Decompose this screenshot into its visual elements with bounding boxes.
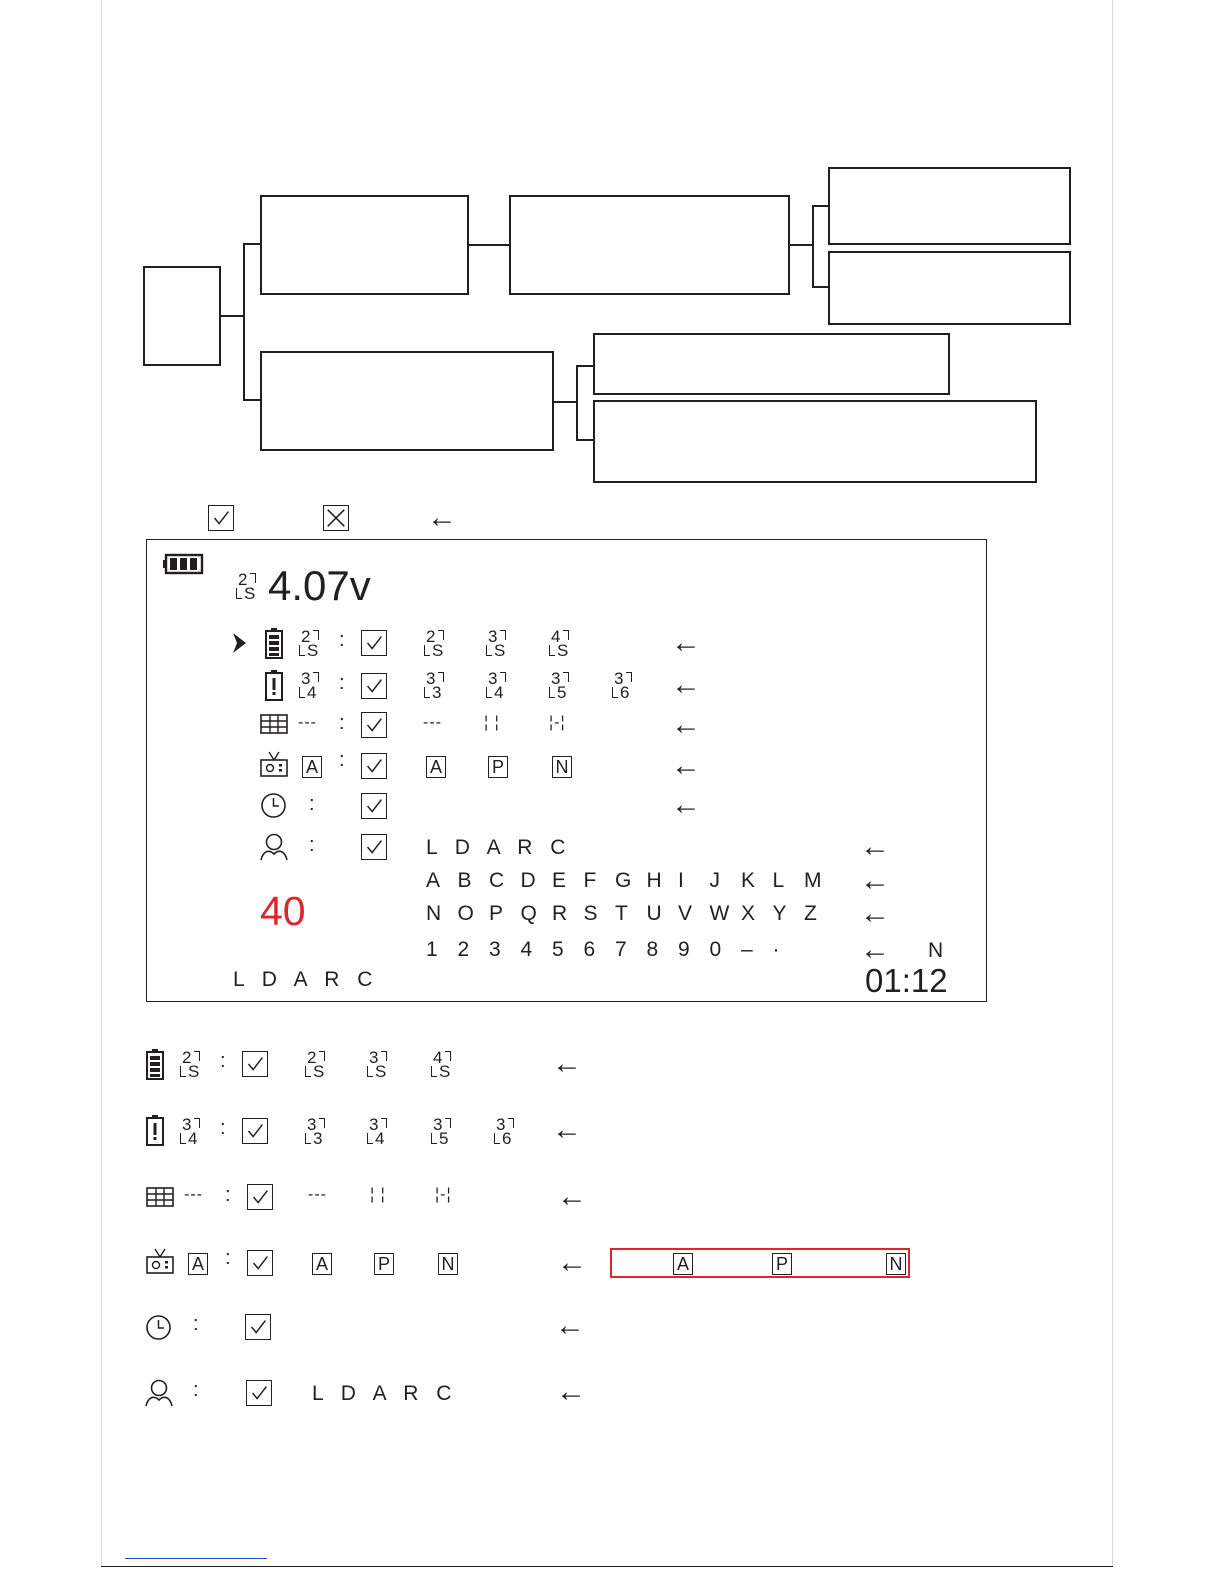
back-arrow-icon[interactable]: ← bbox=[671, 708, 701, 741]
radio-option: A bbox=[312, 1253, 332, 1275]
row-check-icon bbox=[247, 1250, 273, 1276]
cell-option-3s[interactable]: 3 S bbox=[488, 627, 506, 660]
alarm-voltage-stack: 3 4 bbox=[180, 1116, 206, 1146]
keyboard-key[interactable]: R bbox=[552, 902, 568, 925]
name-value: L D A R C bbox=[312, 1382, 458, 1405]
radio-highlight-option: A bbox=[673, 1253, 693, 1275]
grid-option[interactable]: ¦-¦ bbox=[549, 714, 566, 731]
cell-option-2s: 2 S bbox=[307, 1048, 325, 1081]
keyboard-key[interactable]: 6 bbox=[583, 938, 596, 961]
tree-root-box bbox=[143, 266, 221, 366]
back-arrow-icon: ← bbox=[555, 1309, 585, 1342]
row-colon: : bbox=[309, 834, 315, 856]
tree-connector bbox=[243, 243, 261, 245]
radio-value: A bbox=[188, 1253, 208, 1275]
row-colon: : bbox=[193, 1379, 199, 1401]
user-icon bbox=[259, 832, 289, 867]
row-check-icon[interactable] bbox=[361, 630, 387, 656]
battery-alarm-icon bbox=[145, 1114, 165, 1151]
radio-value: A bbox=[302, 756, 322, 778]
tree-connector bbox=[576, 439, 594, 441]
row-colon: : bbox=[193, 1313, 199, 1335]
callsign-text: L D A R C bbox=[233, 968, 379, 991]
alarm-option-3-6[interactable]: 3 6 bbox=[612, 670, 638, 700]
cell-option-4s[interactable]: 4 S bbox=[551, 627, 569, 660]
row-colon: : bbox=[309, 793, 315, 815]
tree-leaf-box bbox=[828, 167, 1071, 245]
radio-highlight-option: P bbox=[772, 1253, 792, 1275]
footer-link-underline[interactable] bbox=[125, 1558, 267, 1559]
legend-cross-icon bbox=[323, 505, 349, 531]
keyboard-key[interactable]: 2 bbox=[457, 938, 470, 961]
row-check-icon bbox=[247, 1184, 273, 1210]
tree-connector bbox=[812, 205, 814, 288]
cell-option-4s: 4 S bbox=[433, 1048, 451, 1081]
tree-leaf-box bbox=[828, 251, 1071, 325]
keyboard-key[interactable]: Y bbox=[772, 902, 787, 925]
keyboard-key[interactable]: F bbox=[583, 869, 597, 892]
keyboard-key[interactable]: 8 bbox=[646, 938, 659, 961]
battery-full-icon bbox=[264, 627, 284, 664]
radio-highlight-box bbox=[610, 1248, 910, 1278]
voltage-cell-stack: 2 S bbox=[238, 570, 256, 603]
keyboard-key[interactable]: A bbox=[426, 869, 441, 892]
keyboard-key[interactable]: I bbox=[678, 869, 684, 892]
keyboard-key[interactable]: W bbox=[709, 902, 730, 925]
keyboard-key[interactable]: Q bbox=[520, 902, 537, 925]
back-arrow-icon: ← bbox=[557, 1180, 587, 1213]
row-check-icon bbox=[245, 1314, 271, 1340]
back-arrow-icon[interactable]: ← bbox=[860, 897, 890, 930]
tree-leaf-box bbox=[593, 400, 1037, 483]
keyboard-key[interactable]: – bbox=[741, 938, 753, 961]
keyboard-key[interactable]: H bbox=[646, 869, 662, 892]
radio-option: P bbox=[374, 1253, 394, 1275]
grid-value: --- bbox=[184, 1186, 203, 1203]
keyboard-key[interactable]: U bbox=[646, 902, 662, 925]
back-arrow-icon[interactable]: ← bbox=[671, 749, 701, 782]
back-arrow-icon[interactable]: ← bbox=[671, 788, 701, 821]
row-colon: : bbox=[220, 1050, 226, 1072]
cell-option-2s[interactable]: 2 S bbox=[426, 627, 444, 660]
radio-tv-icon bbox=[260, 751, 288, 782]
keyboard-key[interactable]: S bbox=[583, 902, 598, 925]
user-icon bbox=[144, 1378, 174, 1413]
row-check-icon[interactable] bbox=[361, 793, 387, 819]
tree-connector bbox=[812, 205, 829, 207]
row-colon: : bbox=[339, 672, 345, 694]
row-check-icon bbox=[246, 1380, 272, 1406]
name-value: L D A R C bbox=[426, 836, 572, 859]
row-colon: : bbox=[339, 629, 345, 651]
back-arrow-icon[interactable]: ← bbox=[860, 864, 890, 897]
radio-option[interactable]: P bbox=[488, 756, 508, 778]
alarm-option-3-3: 3 3 bbox=[305, 1116, 331, 1146]
keyboard-key[interactable]: 4 bbox=[520, 938, 533, 961]
row-check-icon bbox=[242, 1051, 268, 1077]
keyboard-key[interactable]: 5 bbox=[552, 938, 564, 961]
grid-icon bbox=[260, 714, 288, 739]
legend-back-arrow-icon: ← bbox=[427, 501, 457, 534]
keyboard-key[interactable]: V bbox=[678, 902, 693, 925]
row-check-icon[interactable] bbox=[361, 834, 387, 860]
tree-connector bbox=[243, 243, 245, 401]
keyboard-key[interactable]: P bbox=[489, 902, 504, 925]
keyboard-key[interactable]: G bbox=[615, 869, 632, 892]
alarm-option-3-6: 3 6 bbox=[494, 1116, 520, 1146]
voltage-readout: 4.07v bbox=[268, 562, 371, 609]
clock-icon bbox=[145, 1314, 172, 1346]
keyboard-key[interactable]: M bbox=[804, 869, 822, 892]
row-check-icon[interactable] bbox=[361, 753, 387, 779]
tree-branch-box bbox=[509, 195, 790, 295]
battery-icon bbox=[163, 553, 205, 575]
tree-connector bbox=[469, 244, 510, 246]
cell-option-3s: 3 S bbox=[369, 1048, 387, 1081]
row-colon: : bbox=[225, 1247, 231, 1269]
grid-option[interactable]: --- bbox=[423, 714, 442, 731]
keyboard-key[interactable]: 0 bbox=[709, 938, 722, 961]
radio-option[interactable]: A bbox=[426, 756, 446, 778]
keyboard-key[interactable]: 1 bbox=[426, 938, 438, 961]
tree-connector bbox=[576, 365, 578, 441]
tree-connector bbox=[554, 401, 578, 403]
row-check-icon[interactable] bbox=[361, 712, 387, 738]
back-arrow-icon[interactable]: ← bbox=[860, 830, 890, 863]
alarm-option-3-4[interactable]: 3 4 bbox=[486, 670, 512, 700]
legend-check-icon bbox=[208, 505, 234, 531]
cell-count-stack: 2 S bbox=[301, 627, 319, 660]
keyboard-key[interactable]: Z bbox=[804, 902, 817, 925]
tree-connector bbox=[790, 244, 814, 246]
count-readout: 40 bbox=[260, 888, 306, 934]
alarm-option-3-3[interactable]: 3 3 bbox=[424, 670, 450, 700]
grid-option: ¦ ¦ bbox=[370, 1186, 386, 1203]
selection-chevron-icon bbox=[230, 631, 250, 660]
grid-value: --- bbox=[298, 714, 317, 731]
grid-icon bbox=[146, 1187, 174, 1212]
keyboard-key[interactable]: K bbox=[741, 869, 756, 892]
keyboard-row-3[interactable] bbox=[426, 939, 804, 960]
keyboard-key[interactable]: J bbox=[709, 869, 720, 892]
tree-leaf-box bbox=[593, 333, 950, 395]
alarm-voltage-stack: 3 4 bbox=[299, 670, 325, 700]
radio-option: N bbox=[438, 1253, 458, 1275]
page-bottom-rule bbox=[101, 1566, 1113, 1567]
back-arrow-icon[interactable]: ← bbox=[671, 626, 701, 659]
keyboard-key[interactable]: T bbox=[615, 902, 628, 925]
page-margin-left bbox=[101, 0, 102, 1566]
row-colon: : bbox=[225, 1184, 231, 1206]
keyboard-key[interactable]: 7 bbox=[615, 938, 627, 961]
tree-connector bbox=[221, 315, 245, 317]
keyboard-key[interactable]: D bbox=[520, 869, 536, 892]
back-arrow-icon[interactable]: ← bbox=[860, 933, 890, 966]
keyboard-key[interactable]: O bbox=[457, 902, 474, 925]
n-label: N bbox=[928, 939, 944, 962]
back-arrow-icon: ← bbox=[556, 1375, 586, 1408]
row-colon: : bbox=[339, 712, 345, 734]
battery-alarm-icon bbox=[264, 669, 284, 706]
keyboard-key[interactable]: N bbox=[426, 902, 442, 925]
keyboard-key[interactable]: 3 bbox=[489, 938, 501, 961]
keyboard-key[interactable]: L bbox=[772, 869, 785, 892]
alarm-option-3-5[interactable]: 3 5 bbox=[549, 670, 575, 700]
keyboard-key[interactable]: B bbox=[457, 869, 472, 892]
row-check-icon[interactable] bbox=[361, 673, 387, 699]
keyboard-key[interactable]: X bbox=[741, 902, 756, 925]
keyboard-key[interactable]: · bbox=[772, 938, 780, 961]
back-arrow-icon: ← bbox=[552, 1113, 582, 1146]
tree-connector bbox=[243, 399, 261, 401]
time-readout: 01:12 bbox=[865, 962, 948, 999]
clock-icon bbox=[260, 792, 287, 824]
keyboard-key[interactable]: C bbox=[489, 869, 505, 892]
tree-connector bbox=[576, 365, 594, 367]
alarm-option-3-4: 3 4 bbox=[367, 1116, 393, 1146]
keyboard-row-2[interactable] bbox=[426, 903, 836, 924]
battery-full-icon bbox=[145, 1048, 165, 1085]
grid-option: ¦-¦ bbox=[435, 1186, 452, 1203]
radio-option[interactable]: N bbox=[552, 756, 572, 778]
keyboard-row-1[interactable] bbox=[426, 870, 836, 891]
alarm-option-3-5: 3 5 bbox=[431, 1116, 457, 1146]
tree-connector bbox=[812, 286, 829, 288]
cell-count-stack: 2 S bbox=[182, 1048, 200, 1081]
tree-branch-box bbox=[260, 195, 469, 295]
back-arrow-icon: ← bbox=[552, 1047, 582, 1080]
keyboard-key[interactable]: E bbox=[552, 869, 567, 892]
grid-option: --- bbox=[308, 1186, 327, 1203]
row-colon: : bbox=[220, 1117, 226, 1139]
radio-tv-icon bbox=[146, 1248, 174, 1279]
row-colon: : bbox=[339, 749, 345, 771]
radio-highlight-option: N bbox=[886, 1253, 906, 1275]
back-arrow-icon[interactable]: ← bbox=[671, 668, 701, 701]
row-check-icon bbox=[242, 1118, 268, 1144]
grid-option[interactable]: ¦ ¦ bbox=[484, 714, 500, 731]
keyboard-key[interactable]: 9 bbox=[678, 938, 690, 961]
back-arrow-icon: ← bbox=[557, 1246, 587, 1279]
page-margin-right bbox=[1112, 0, 1113, 1566]
tree-branch-box bbox=[260, 351, 554, 451]
